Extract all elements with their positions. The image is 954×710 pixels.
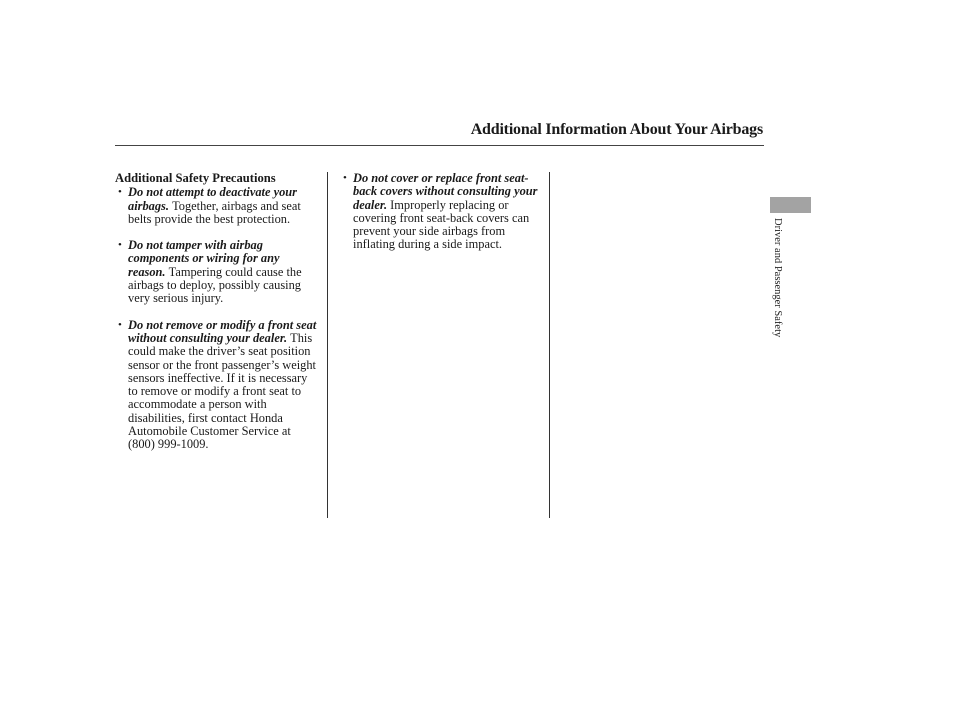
title-divider — [115, 145, 764, 146]
bullet-dot: • — [343, 172, 347, 184]
bullet-text: Tampering could cause the airbags to deploy, possibly causing very serious injury. — [128, 264, 302, 306]
section-tab-label: Driver and Passenger Safety — [772, 218, 783, 338]
column-divider — [327, 172, 328, 518]
bullet-dot: • — [118, 186, 122, 199]
column-divider — [549, 172, 550, 518]
bullet-item — [115, 186, 320, 226]
bullet-item — [115, 319, 320, 452]
bullet-text: Improperly replacing or covering front seat-back covers can prevent your side airbags from inflating during a side impact. — [353, 197, 530, 252]
section-tab-marker — [770, 197, 811, 213]
bullet-item — [115, 239, 320, 305]
bullet-text: Together, airbags and seat belts provide the best protection. — [128, 198, 301, 226]
bullet-lead: Do not tamper with airbag components or wiring for any reason. — [128, 238, 280, 279]
bullet-text: This could make the driver’s seat position sensor or the front passenger’s weight sensors ineffective. If it is necessary to remove or modify a front seat to accommodate a person with disabilities, first contact Honda Automobile Customer Service at (800) 999-1009. — [128, 330, 316, 452]
right-column — [340, 172, 545, 265]
section-heading: Additional Safety Precautions — [115, 171, 276, 185]
bullet-lead: Do not attempt to deactivate your airbags. — [128, 185, 297, 213]
bullet-dot: • — [118, 318, 122, 331]
bullet-lead: Do not remove or modify a front seat without consulting your dealer. — [128, 317, 317, 345]
bullet-item — [340, 172, 545, 252]
left-column — [115, 172, 320, 465]
bullet-dot: • — [118, 239, 122, 252]
bullet-lead: Do not cover or replace front seat-back covers without consulting your dealer. — [353, 171, 538, 212]
page-title: Additional Information About Your Airbags — [470, 121, 763, 138]
